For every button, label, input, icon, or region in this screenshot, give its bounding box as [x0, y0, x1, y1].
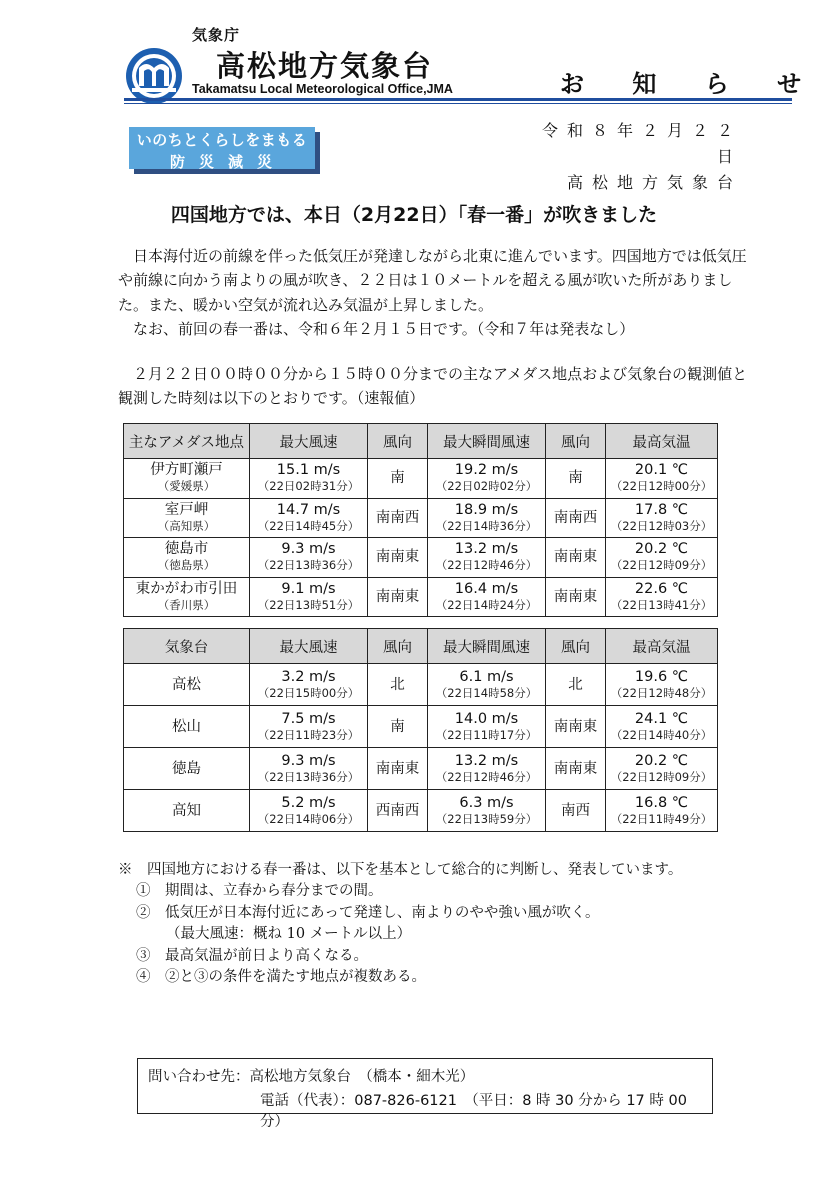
- max-gust-cell: [428, 664, 546, 706]
- column-header: 最高気温: [606, 424, 718, 459]
- max-gust-cell: [428, 459, 546, 499]
- max-temp-value: 20.2 ℃: [634, 752, 689, 769]
- table-row: [124, 577, 718, 617]
- header-rule-thin: [124, 103, 792, 104]
- column-header: 最大風速: [250, 629, 368, 664]
- table-row: [124, 498, 718, 538]
- table-row: [124, 538, 718, 578]
- wind-direction: 南南西: [368, 498, 428, 538]
- max-wind-time: （22日14時06分）: [257, 811, 360, 826]
- max-wind-cell: [250, 538, 368, 578]
- max-wind-cell: [250, 706, 368, 748]
- max-gust-cell: [428, 748, 546, 790]
- office-name-cell: 高松: [124, 664, 250, 706]
- max-gust-cell: [428, 498, 546, 538]
- notice-heading: お 知 ら せ: [560, 70, 822, 98]
- header-rule: [124, 98, 792, 101]
- column-header: 風向: [368, 424, 428, 459]
- table-header-row: [124, 629, 718, 664]
- max-wind-value: 5.2 m/s: [281, 794, 336, 811]
- max-gust-time: （22日14時36分）: [435, 518, 538, 533]
- gust-direction: 南南東: [546, 538, 606, 578]
- table-row: [124, 748, 718, 790]
- max-temp-time: （22日12時48分）: [610, 685, 713, 700]
- max-wind-value: 3.2 m/s: [281, 668, 336, 685]
- table-intro: [118, 362, 758, 411]
- office-table: [123, 628, 718, 832]
- max-temp-cell: [606, 748, 718, 790]
- max-gust-value: 19.2 m/s: [454, 462, 519, 479]
- max-gust-time: （22日02時02分）: [435, 479, 538, 494]
- max-wind-cell: [250, 664, 368, 706]
- max-wind-time: （22日15時00分）: [257, 685, 360, 700]
- note-line: ① 期間は、立春から春分までの間。: [136, 883, 383, 900]
- note-line: ② 低気圧が日本海付近にあって発達し、南よりのやや強い風が吹く。: [136, 904, 600, 921]
- max-gust-value: 14.0 m/s: [454, 710, 519, 727]
- table-header-row: [124, 424, 718, 459]
- jma-logo-icon: [124, 46, 184, 106]
- issue-block: [530, 118, 742, 196]
- table-row: [124, 790, 718, 832]
- max-temp-cell: [606, 790, 718, 832]
- max-temp-cell: [606, 538, 718, 578]
- max-wind-value: 7.5 m/s: [281, 710, 336, 727]
- table-row: [124, 664, 718, 706]
- column-header: 風向: [546, 424, 606, 459]
- gust-direction: 北: [546, 664, 606, 706]
- wind-direction: 南: [368, 459, 428, 499]
- disaster-prevention-badge: [129, 127, 315, 169]
- note-line: ③ 最高気温が前日より高くなる。: [136, 947, 368, 964]
- max-gust-cell: [428, 706, 546, 748]
- max-wind-value: 15.1 m/s: [276, 462, 341, 479]
- max-wind-value: 14.7 m/s: [276, 501, 341, 518]
- paragraph-2: なお、前回の春一番は、令和６年２月１５日です。（令和７年は発表なし）: [133, 319, 635, 338]
- max-gust-value: 13.2 m/s: [454, 541, 519, 558]
- max-wind-value: 9.1 m/s: [281, 580, 336, 597]
- badge-line1: いのちとくらしをまもる: [136, 131, 308, 149]
- max-wind-time: （22日13時51分）: [257, 597, 360, 612]
- max-temp-cell: [606, 664, 718, 706]
- max-wind-cell: [250, 748, 368, 790]
- office-name-cell: 徳島: [124, 748, 250, 790]
- station-pref: （高知県）: [157, 518, 216, 533]
- max-temp-cell: [606, 498, 718, 538]
- max-temp-cell: [606, 459, 718, 499]
- gust-direction: 南: [546, 459, 606, 499]
- max-gust-value: 13.2 m/s: [454, 752, 519, 769]
- paragraph-3: ２月２２日００時００分から１５時００分までの主なアメダス地点および気象台の観測値と観測した時刻は以下のとおりです。（速報値）: [118, 365, 748, 408]
- max-gust-time: （22日11時17分）: [435, 727, 538, 742]
- station-name: 伊方町瀬戸: [150, 462, 223, 479]
- table-row: [124, 459, 718, 499]
- gust-direction: 南南西: [546, 498, 606, 538]
- column-header: 気象台: [124, 629, 250, 664]
- amedas-table: [123, 423, 718, 617]
- column-header: 風向: [368, 629, 428, 664]
- max-gust-time: （22日12時46分）: [435, 769, 538, 784]
- gust-direction: 南南東: [546, 706, 606, 748]
- max-temp-time: （22日14時40分）: [610, 727, 713, 742]
- wind-direction: 北: [368, 664, 428, 706]
- paragraph-1: 日本海付近の前線を伴った低気圧が発達しながら北東に進んでいます。四国地方では低気圧や前線に向かう南よりの風が吹き、２２日は１０メートルを超える風が吹いた所がありました。また、暖かい空気が流れ込み気温が上昇しました。: [118, 247, 747, 314]
- wind-direction: 西南西: [368, 790, 428, 832]
- gust-direction: 南西: [546, 790, 606, 832]
- column-header: 最大瞬間風速: [428, 424, 546, 459]
- max-wind-time: （22日13時36分）: [257, 769, 360, 784]
- max-wind-time: （22日13時36分）: [257, 558, 360, 573]
- max-temp-value: 24.1 ℃: [634, 710, 689, 727]
- contact-phone: 電話（代表）：087-826-6121 （平日：8 時 30 分から 17 時 00 分）: [260, 1093, 687, 1130]
- wind-direction: 南南東: [368, 748, 428, 790]
- max-temp-time: （22日12時09分）: [610, 558, 713, 573]
- office-name-cell: 高知: [124, 790, 250, 832]
- column-header: 最高気温: [606, 629, 718, 664]
- max-temp-cell: [606, 706, 718, 748]
- max-temp-value: 16.8 ℃: [634, 794, 689, 811]
- max-temp-value: 20.2 ℃: [634, 541, 689, 558]
- contact-box: [137, 1058, 713, 1130]
- office-name: 高松地方気象台: [216, 49, 434, 83]
- max-gust-time: （22日14時24分）: [435, 597, 538, 612]
- max-temp-value: 20.1 ℃: [634, 462, 689, 479]
- max-wind-value: 9.3 m/s: [281, 541, 336, 558]
- max-gust-value: 18.9 m/s: [454, 501, 519, 518]
- wind-direction: 南: [368, 706, 428, 748]
- station-name: 徳島市: [164, 541, 209, 558]
- max-temp-time: （22日11時49分）: [610, 811, 713, 826]
- note-line: （最大風速：概ね 10 メートル以上）: [166, 926, 412, 943]
- badge-line2: 防災減災: [169, 153, 286, 171]
- office-name-cell: 松山: [124, 706, 250, 748]
- max-wind-cell: [250, 498, 368, 538]
- criteria-notes: [118, 860, 758, 988]
- table-row: [124, 706, 718, 748]
- max-temp-time: （22日12時03分）: [610, 518, 713, 533]
- office-name-en: Takamatsu Local Meteorological Office,JMA: [192, 82, 453, 96]
- station-name: 東かがわ市引田: [135, 580, 238, 597]
- station-pref: （徳島県）: [157, 558, 216, 573]
- station-pref: （愛媛県）: [157, 479, 216, 494]
- issuer: 高松地方気象台: [566, 173, 742, 192]
- wind-direction: 南南東: [368, 577, 428, 617]
- station-cell: [124, 577, 250, 617]
- max-temp-cell: [606, 577, 718, 617]
- station-cell: [124, 498, 250, 538]
- max-temp-time: （22日13時41分）: [610, 597, 713, 612]
- page-title: 四国地方では、本日（2月22日）「春一番」が吹きました: [170, 204, 658, 226]
- max-gust-time: （22日13時59分）: [435, 811, 538, 826]
- max-wind-value: 9.3 m/s: [281, 752, 336, 769]
- max-temp-time: （22日12時00分）: [610, 479, 713, 494]
- column-header: 最大瞬間風速: [428, 629, 546, 664]
- max-gust-cell: [428, 538, 546, 578]
- gust-direction: 南南東: [546, 748, 606, 790]
- max-temp-value: 17.8 ℃: [634, 501, 689, 518]
- contact-line1: 問い合わせ先：高松地方気象台 （橋本・細木光）: [148, 1069, 475, 1085]
- max-gust-cell: [428, 790, 546, 832]
- max-wind-cell: [250, 459, 368, 499]
- wind-direction: 南南東: [368, 538, 428, 578]
- max-wind-time: （22日14時45分）: [257, 518, 360, 533]
- station-name: 室戸岬: [164, 501, 209, 518]
- column-header: 風向: [546, 629, 606, 664]
- station-cell: [124, 459, 250, 499]
- max-temp-value: 22.6 ℃: [634, 580, 689, 597]
- column-header: 最大風速: [250, 424, 368, 459]
- agency-name: 気象庁: [192, 26, 241, 44]
- station-cell: [124, 538, 250, 578]
- max-wind-time: （22日11時23分）: [257, 727, 360, 742]
- max-temp-time: （22日12時09分）: [610, 769, 713, 784]
- max-gust-value: 6.1 m/s: [459, 668, 514, 685]
- max-wind-cell: [250, 790, 368, 832]
- intro-paragraphs: [118, 244, 758, 341]
- max-gust-value: 6.3 m/s: [459, 794, 514, 811]
- note-line: ※ 四国地方における春一番は、以下を基本として総合的に判断し、発表しています。: [118, 862, 683, 878]
- note-line: ④ ②と③の条件を満たす地点が複数ある。: [136, 969, 426, 986]
- gust-direction: 南南東: [546, 577, 606, 617]
- max-gust-cell: [428, 577, 546, 617]
- max-wind-cell: [250, 577, 368, 617]
- max-gust-time: （22日12時46分）: [435, 558, 538, 573]
- max-gust-value: 16.4 m/s: [454, 580, 519, 597]
- station-pref: （香川県）: [157, 597, 216, 612]
- max-gust-time: （22日14時58分）: [435, 685, 538, 700]
- max-temp-value: 19.6 ℃: [634, 668, 689, 685]
- column-header: 主なアメダス地点: [124, 424, 250, 459]
- max-wind-time: （22日02時31分）: [257, 479, 360, 494]
- issue-date: 令和８年２月２２日: [541, 121, 742, 166]
